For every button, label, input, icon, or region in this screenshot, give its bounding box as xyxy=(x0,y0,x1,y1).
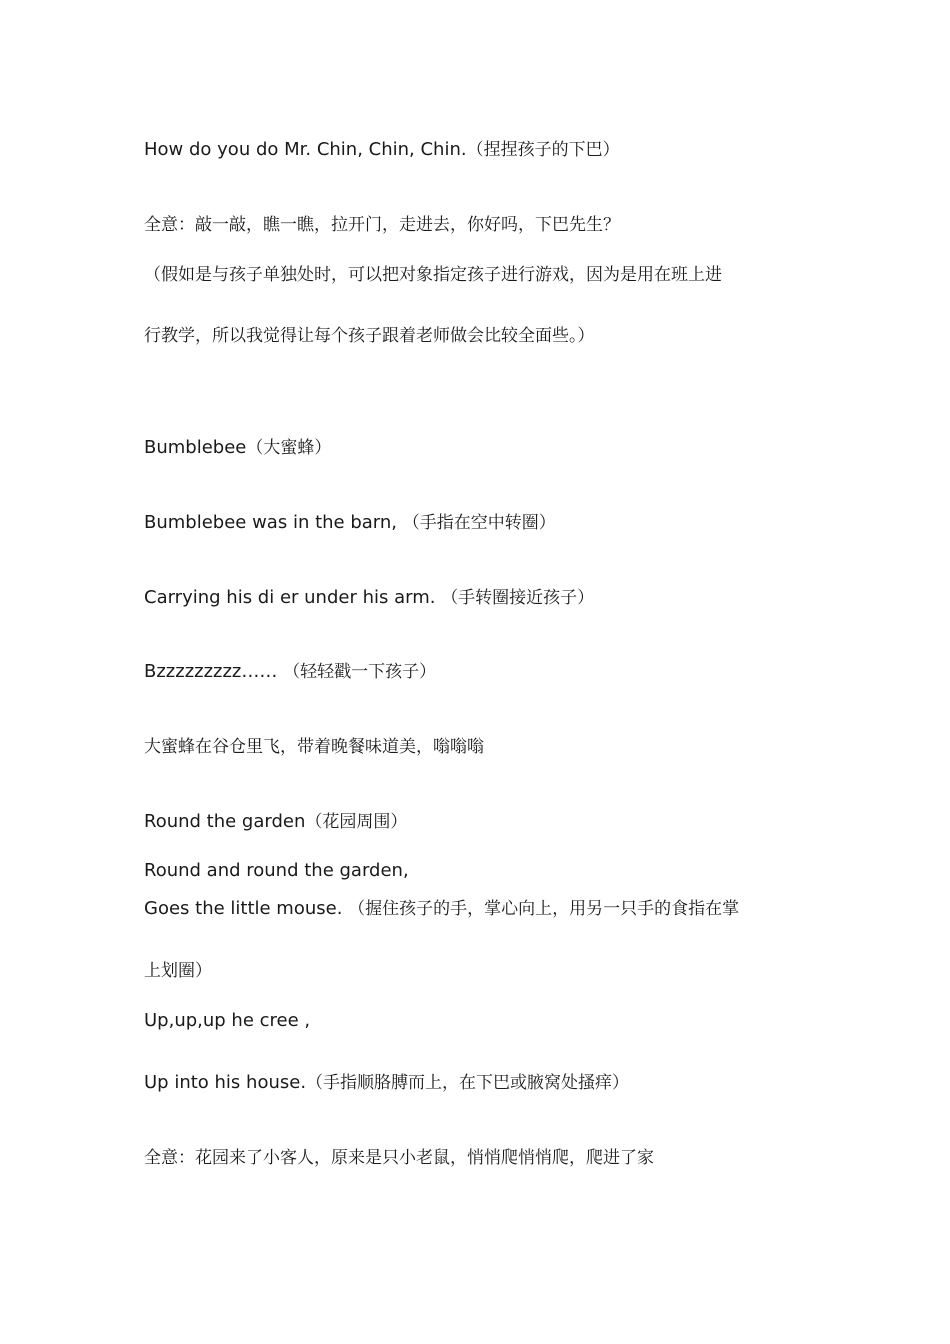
text-line-11 xyxy=(144,859,824,883)
english-text: Round and round the garden, xyxy=(144,860,409,881)
english-text: Bzzzzzzzzz…… xyxy=(144,661,284,682)
text-line-12 xyxy=(144,897,824,921)
chinese-text: 行教学，所以我觉得让每个孩子跟着老师做会比较全面些。） xyxy=(144,326,595,346)
text-line-6 xyxy=(144,511,824,535)
text-line-16 xyxy=(144,1146,824,1170)
text-line-8 xyxy=(144,660,824,684)
text-line-13 xyxy=(144,959,824,983)
english-text: Goes the little mouse. xyxy=(144,898,349,919)
english-text: Carrying his di er under his arm. xyxy=(144,587,442,608)
text-line-4 xyxy=(144,324,824,348)
section-heading-bumblebee xyxy=(144,436,824,460)
chinese-text: 上划圈） xyxy=(144,961,212,981)
english-text: Round the garden xyxy=(144,811,306,832)
english-text: Bumblebee was in the barn, xyxy=(144,512,403,533)
text-line-2 xyxy=(144,213,824,237)
english-text: How do you do Mr. Chin, Chin, Chin. xyxy=(144,139,467,160)
english-text: Up into his house. xyxy=(144,1072,307,1093)
chinese-text: （手指在空中转圈） xyxy=(402,513,556,533)
english-text: Up,up,up he cree , xyxy=(144,1010,311,1031)
english-text: Bumblebee xyxy=(144,437,247,458)
chinese-text: （轻轻戳一下孩子） xyxy=(283,662,437,682)
section-heading-round-the-garden xyxy=(144,810,824,834)
chinese-text: （手指顺胳膊而上，在下巴或腋窝处搔痒） xyxy=(306,1073,630,1093)
text-line-3 xyxy=(144,263,824,287)
chinese-text: 全意：敲一敲，瞧一瞧，拉开门，走进去，你好吗，下巴先生？ xyxy=(144,215,620,235)
chinese-text: （握住孩子的手，掌心向上，用另一只手的食指在掌 xyxy=(348,899,740,919)
text-line-15 xyxy=(144,1071,824,1095)
chinese-text: （大蜜蜂） xyxy=(246,438,332,458)
text-line-9 xyxy=(144,735,824,759)
text-line-1 xyxy=(144,138,824,162)
chinese-text: （手转圈接近孩子） xyxy=(441,588,595,608)
chinese-text: 全意：花园来了小客人，原来是只小老鼠，悄悄爬悄悄爬，爬进了家 xyxy=(144,1148,654,1168)
chinese-text: （假如是与孩子单独处时，可以把对象指定孩子进行游戏，因为是用在班上进 xyxy=(144,265,722,285)
text-line-7 xyxy=(144,586,824,610)
chinese-text: 大蜜蜂在谷仓里飞，带着晚餐味道美，嗡嗡嗡 xyxy=(144,737,484,757)
chinese-text: （捏捏孩子的下巴） xyxy=(466,140,620,160)
text-line-14 xyxy=(144,1009,824,1033)
chinese-text: （花园周围） xyxy=(305,812,408,832)
